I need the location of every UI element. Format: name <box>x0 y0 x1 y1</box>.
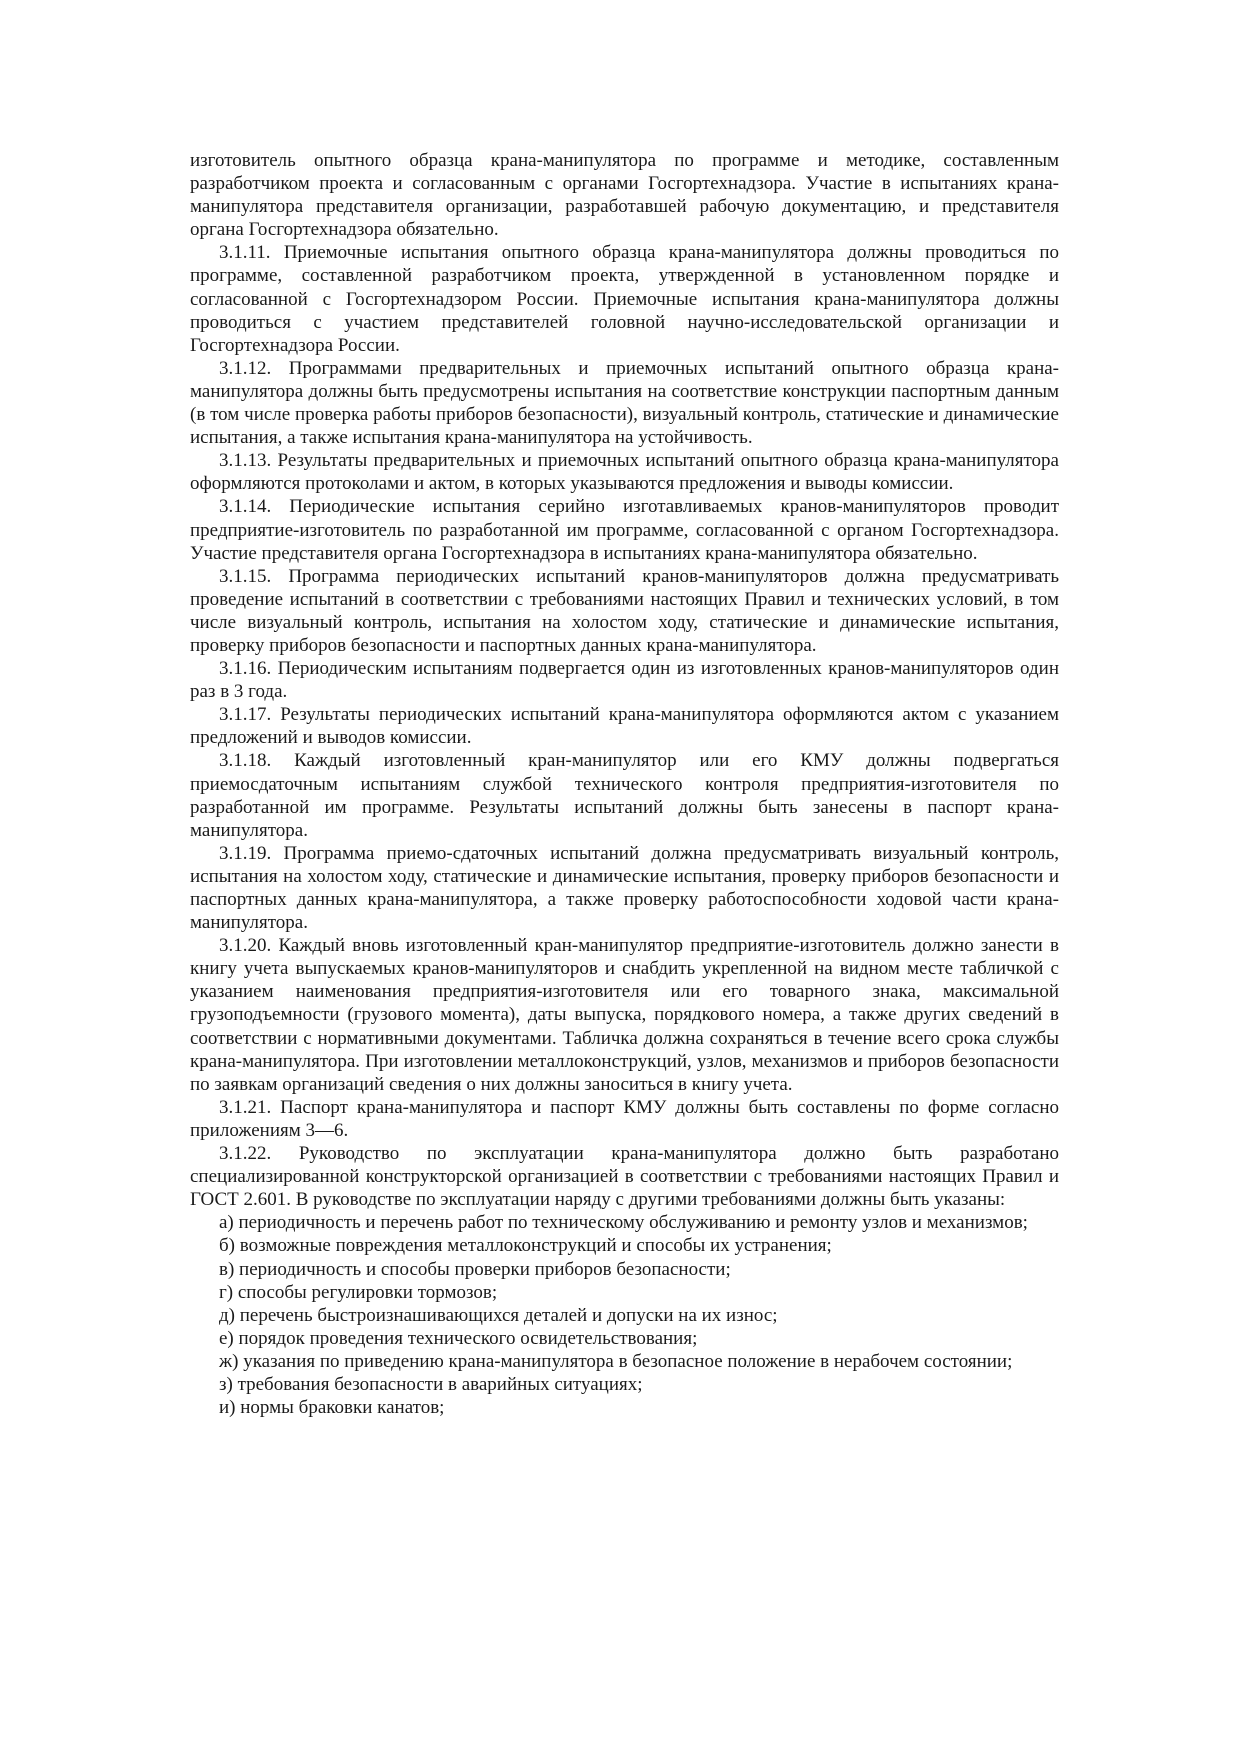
list-item-b: б) возможные повреждения металлоконструкций и способы их устранения; <box>219 1235 832 1257</box>
paragraph-3-1-15: 3.1.15. Программа периодических испытаний кранов-манипуляторов должна предусматривать проведение испытаний в соответствии с требованиями настоящих Правил и технических условий, в том числе визуальный контроль, испытания на холостом ходу, статические и динамические испытания, проверку приборов безопасности и паспортных данных крана-манипулятора. <box>190 565 1059 656</box>
list-item-g: г) способы регулировки тормозов; <box>219 1281 498 1303</box>
paragraph-3-1-13: 3.1.13. Результаты предварительных и приемочных испытаний опытного образца крана-манипулятора оформляются протоколами и актом, в которых указываются предложения и выводы комиссии. <box>190 450 1059 495</box>
list-item-z: з) требования безопасности в аварийных ситуациях; <box>219 1373 643 1395</box>
paragraph-3-1-18: 3.1.18. Каждый изготовленный кран-манипулятор или его КМУ должны подвергаться приемосдаточным испытаниям службой технического контроля предприятия-изготовителя по разработанной им программе. Результаты испытаний должны быть занесены в паспорт крана-манипулятора. <box>190 750 1059 841</box>
paragraph-3-1-20: 3.1.20. Каждый вновь изготовленный кран-манипулятор предприятие-изготовитель должно занести в книгу учета выпускаемых кранов-манипуляторов и снабдить укрепленной на видном месте табличкой с указанием наименования предприятия-изготовителя или его товарного знака, максимальной грузоподъемности (грузового момента), даты выпуска, порядкового номера, а также других сведений в соответствии с нормативными документами. Табличка должна сохраняться в течение всего срока службы крана-манипулятора. При изготовлении металлоконструкций, узлов, механизмов и приборов безопасности по заявкам организаций сведения о них должны заноситься в книгу учета. <box>190 935 1059 1095</box>
paragraph-3-1-11: 3.1.11. Приемочные испытания опытного образца крана-манипулятора должны проводиться по программе, составленной разработчиком проекта, утвержденной в установленном порядке и согласованной с Госгортехнадзором России. Приемочные испытания крана-манипулятора должны проводиться с участием представителей головной научно-исследовательской организации и Госгортехнадзора России. <box>190 242 1059 356</box>
paragraph-3-1-22: 3.1.22. Руководство по эксплуатации крана-манипулятора должно быть разработано специализированной конструкторской организацией в соответствии с требованиями настоящих Правил и ГОСТ 2.601. В руководстве по эксплуатации наряду с другими требованиями должны быть указаны: <box>190 1143 1059 1211</box>
document-page <box>190 149 1059 1419</box>
list-item-zh: ж) указания по приведению крана-манипулятора в безопасное положение в нерабочем состоянии; <box>219 1350 1013 1372</box>
paragraph-3-1-14: 3.1.14. Периодические испытания серийно изготавливаемых кранов-манипуляторов проводит предприятие-изготовитель по разработанной им программе, согласованной с органом Госгортехнадзора. Участие представителя органа Госгортехнадзора в испытаниях крана-манипулятора обязательно. <box>190 496 1059 564</box>
paragraph-3-1-21: 3.1.21. Паспорт крана-манипулятора и паспорт КМУ должны быть составлены по форме согласно приложениям 3—6. <box>190 1096 1059 1141</box>
list-item-e: е) порядок проведения технического освидетельствования; <box>219 1327 698 1349</box>
paragraph-3-1-16: 3.1.16. Периодическим испытаниям подвергается один из изготовленных кранов-манипуляторов один раз в 3 года. <box>190 658 1059 703</box>
list-item-v: в) периодичность и способы проверки приборов безопасности; <box>219 1258 731 1280</box>
paragraph-3-1-19: 3.1.19. Программа приемо-сдаточных испытаний должна предусматривать визуальный контроль, испытания на холостом ходу, статические и динамические испытания, проверку приборов безопасности и паспортных данных крана-манипулятора, а также проверку работоспособности ходовой части крана-манипулятора. <box>190 842 1059 934</box>
list-item-i: и) нормы браковки канатов; <box>219 1397 445 1419</box>
paragraph-continuation: изготовитель опытного образца крана-манипулятора по программе и методике, составленным разработчиком проекта и согласованным с органами Госгортехнадзора. Участие в испытаниях крана-манипулятора представителя организации, разработавшей рабочую документацию, и представителя органа Госгортехнадзора обязательно. <box>190 150 1059 241</box>
paragraph-3-1-12: 3.1.12. Программами предварительных и приемочных испытаний опытного образца крана-манипулятора должны быть предусмотрены испытания на соответствие конструкции паспортным данным (в том числе проверка работы приборов безопасности), визуальный контроль, статические и динамические испытания, а также испытания крана-манипулятора на устойчивость. <box>190 357 1059 449</box>
paragraph-3-1-17: 3.1.17. Результаты периодических испытаний крана-манипулятора оформляются актом с указанием предложений и выводов комиссии. <box>190 704 1059 749</box>
list-item-a: а) периодичность и перечень работ по техническому обслуживанию и ремонту узлов и механизмов; <box>219 1212 1028 1234</box>
list-item-d: д) перечень быстроизнашивающихся деталей и допуски на их износ; <box>219 1304 778 1326</box>
